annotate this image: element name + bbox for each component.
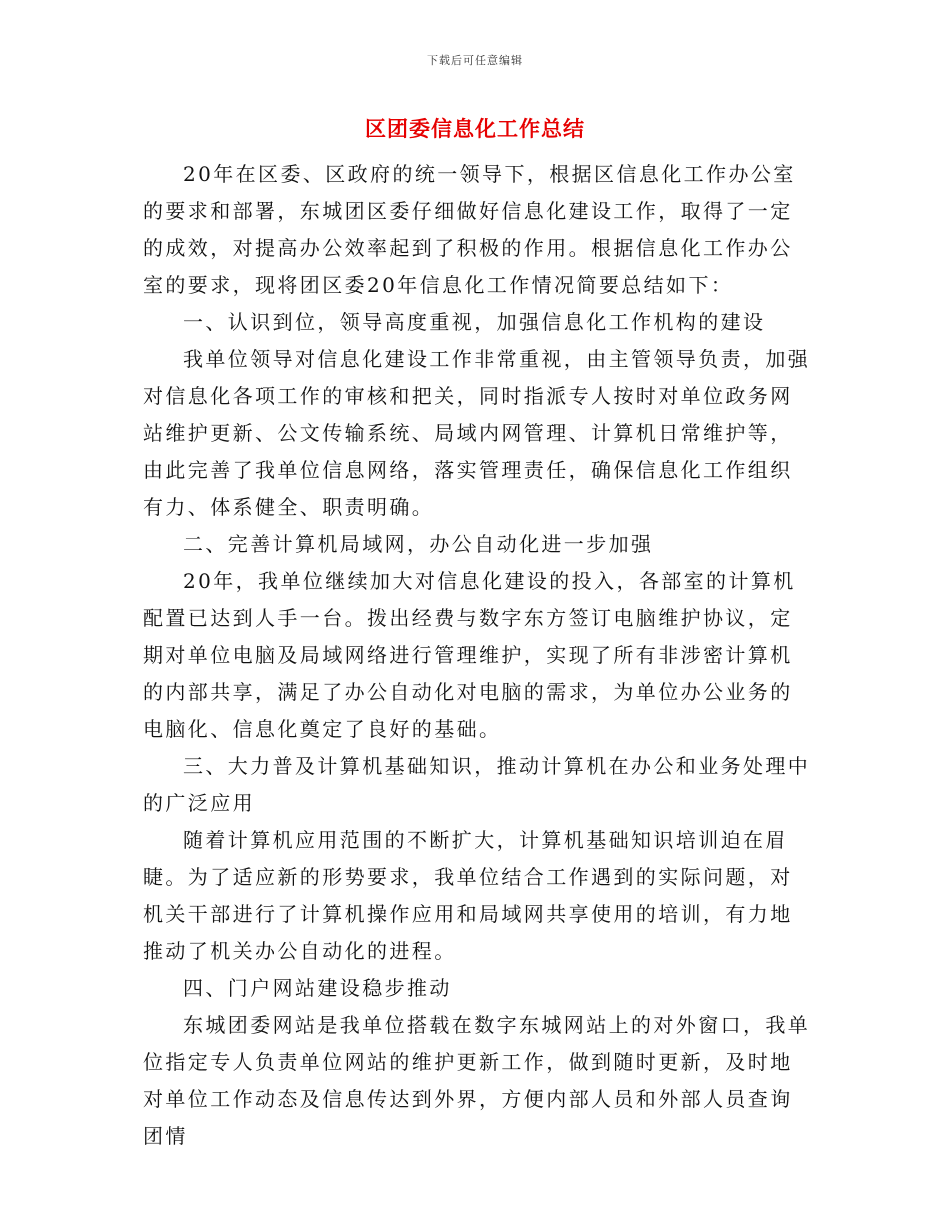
- section-paragraph-3: 随着计算机应用范围的不断扩大，计算机基础知识培训迫在眉睫。为了适应新的形势要求，我单位结合工作遇到的实际问题，对机关干部进行了计算机操作应用和局域网共享使用的培训，有力地推动了机关办公自动化的进程。: [143, 828, 793, 963]
- section-heading-3: 三、大力普及计算机基础知识，推动计算机在办公和业务处理中的广泛应用: [143, 754, 811, 815]
- section-paragraph-1: 我单位领导对信息化建设工作非常重视，由主管领导负责，加强对信息化各项工作的审核和把关，同时指派专人按时对单位政务网站维护更新、公文传输系统、局域内网管理、计算机日常维护等，由此完善了我单位信息网络，落实管理责任，确保信息化工作组织有力、体系健全、职责明确。: [143, 347, 811, 519]
- download-note: 下载后可任意编辑: [427, 54, 523, 67]
- section-heading-2: 二、完善计算机局域网，办公自动化进一步加强: [183, 532, 654, 556]
- section-heading-4: 四、门户网站建设稳步推动: [183, 976, 452, 1000]
- intro-paragraph: 20年在区委、区政府的统一领导下，根据区信息化工作办公室的要求和部署，东城团区委仔细做好信息化建设工作，取得了一定的成效，对提高办公效率起到了积极的作用。根据信息化工作办公室的要求，现将团区委20年信息化工作情况简要总结如下：: [143, 162, 796, 297]
- document-title: 区团委信息化工作总结: [365, 117, 585, 141]
- document-body: [143, 156, 811, 1155]
- section-paragraph-4: 东城团委网站是我单位搭载在数字东城网站上的对外窗口，我单位指定专人负责单位网站的维护更新工作，做到随时更新，及时地对单位工作动态及信息传达到外界，方便内部人员和外部人员查询团情: [143, 1013, 811, 1148]
- section-heading-1: 一、认识到位，领导高度重视，加强信息化工作机构的建设: [183, 310, 766, 334]
- section-paragraph-2: 20年，我单位继续加大对信息化建设的投入，各部室的计算机配置已达到人手一台。拨出经费与数字东方签订电脑维护协议，定期对单位电脑及局域网络进行管理维护，实现了所有非涉密计算机的内部共享，满足了办公自动化对电脑的需求，为单位办公业务的电脑化、信息化奠定了良好的基础。: [143, 569, 796, 741]
